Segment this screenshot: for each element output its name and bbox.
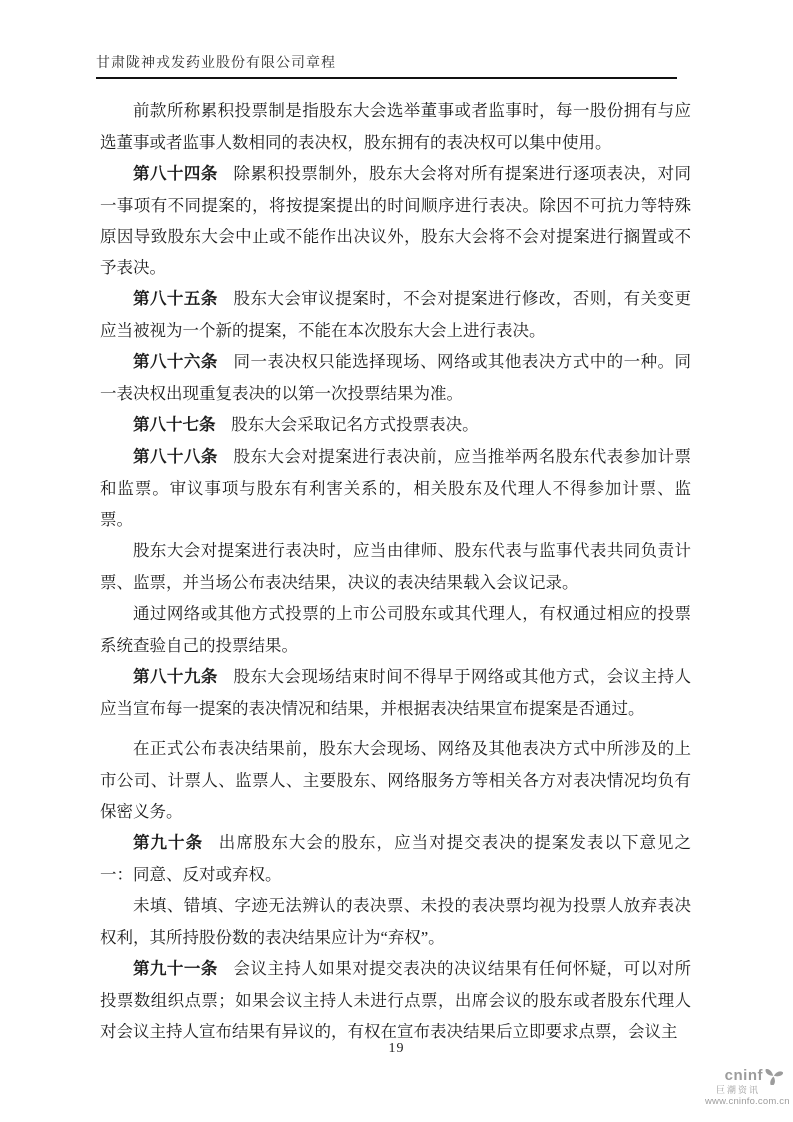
paragraph-text: 同一表决权只能选择现场、网络或其他表决方式中的一种。同一表决权出现重复表决的以第一次投票结果为准。 — [100, 352, 692, 403]
cninfo-logo — [705, 1066, 790, 1107]
paragraph-text: 会议主持人如果对提交表决的决议结果有任何怀疑，可以对所投票数组织点票；如果会议主持人未进行点票，出席会议的股东或者股东代理人对会议主持人宣布结果有异议的，有权在宣布表决结果后立即要求点票，会议主 — [100, 959, 692, 1041]
paragraph — [100, 95, 691, 158]
cninfo-brand: cninf — [724, 1066, 763, 1084]
paragraph — [100, 441, 691, 535]
article-number: 第八十五条 — [133, 290, 218, 308]
article-number: 第八十四条 — [133, 165, 218, 183]
paragraph-text: 出席股东大会的股东，应当对提交表决的提案发表以下意见之一：同意、反对或弃权。 — [100, 833, 692, 884]
paragraph — [100, 535, 691, 598]
article-number: 第八十六条 — [133, 353, 218, 371]
paragraph — [100, 283, 691, 346]
page-number: 19 — [388, 1041, 405, 1056]
paragraph — [100, 827, 691, 890]
paragraph-text: 通过网络或其他方式投票的上市公司股东或其代理人，有权通过相应的投票系统查验自己的投票结果。 — [100, 604, 691, 655]
paragraph — [100, 890, 691, 953]
paragraph — [100, 598, 691, 661]
paragraph — [100, 733, 691, 827]
cninfo-logo-row — [705, 1067, 787, 1085]
paragraph-text: 股东大会采取记名方式投票表决。 — [231, 415, 479, 434]
article-number: 第八十八条 — [133, 448, 218, 466]
page-header — [96, 52, 677, 79]
paragraph-text: 除累积投票制外，股东大会将对所有提案进行逐项表决，对同一事项有不同提案的，将按提案提出的时间顺序进行表决。除因不可抗力等特殊原因导致股东大会中止或不能作出决议外，股东大会将不会对提案进行搁置或不予表决。 — [100, 164, 692, 277]
paragraph-text: 前款所称累积投票制是指股东大会选举董事或者监事时，每一股份拥有与应选董事或者监事人数相同的表决权，股东拥有的表决权可以集中使用。 — [100, 101, 691, 152]
page-title: 甘肃陇神戎发药业股份有限公司章程 — [96, 56, 336, 71]
paragraph — [100, 409, 691, 441]
cninfo-pinwheel-icon — [764, 1067, 783, 1085]
article-number: 第八十九条 — [133, 668, 218, 686]
cninfo-url: www.cninfo.com.cn — [705, 1095, 790, 1107]
paragraph-text: 股东大会现场结束时间不得早于网络或其他方式，会议主持人应当宣布每一提案的表决情况和结果，并根据表决结果宣布提案是否通过。 — [100, 667, 692, 718]
paragraph-text: 股东大会对提案进行表决时，应当由律师、股东代表与监事代表共同负责计票、监票，并当场公布表决结果，决议的表决结果载入会议记录。 — [100, 541, 691, 592]
article-number: 第九十一条 — [133, 960, 218, 978]
paragraph — [100, 346, 691, 409]
article-number: 第八十七条 — [133, 416, 216, 434]
paragraph — [100, 661, 691, 724]
article-number: 第九十条 — [133, 834, 204, 852]
paragraph-text: 未填、错填、字迹无法辨认的表决票、未投的表决票均视为投票人放弃表决权利，其所持股份数的表决结果应计为“弃权”。 — [100, 896, 691, 947]
document-body — [100, 95, 691, 1047]
paragraph-text: 股东大会审议提案时，不会对提案进行修改，否则，有关变更应当被视为一个新的提案，不能在本次股东大会上进行表决。 — [100, 289, 692, 340]
cninfo-name: 巨潮资讯 — [715, 1085, 760, 1095]
paragraph-text: 股东大会对提案进行表决前，应当推举两名股东代表参加计票和监票。审议事项与股东有利害关系的，相关股东及代理人不得参加计票、监票。 — [100, 447, 692, 529]
paragraph — [100, 953, 691, 1047]
paragraph-text: 在正式公布表决结果前，股东大会现场、网络及其他表决方式中所涉及的上市公司、计票人、监票人、主要股东、网络服务方等相关各方对表决情况均负有保密义务。 — [100, 739, 691, 821]
paragraph — [100, 158, 691, 283]
